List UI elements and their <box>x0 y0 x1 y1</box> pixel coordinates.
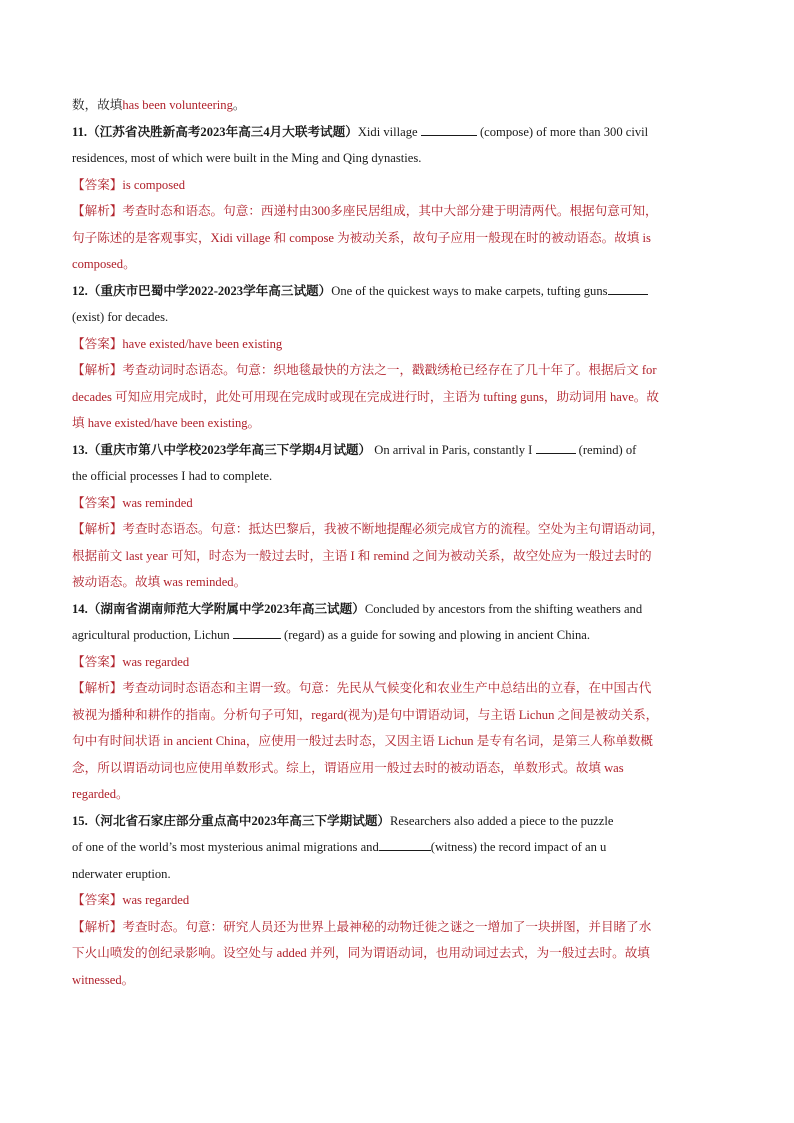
analysis-tag: 【解析】 <box>72 363 123 377</box>
question-source: （重庆市第八中学校2023学年高三下学期4月试题） <box>87 442 372 457</box>
analysis-tag: 【解析】 <box>72 204 123 218</box>
question-number: 15. <box>72 813 88 828</box>
question-11-analysis-1 <box>72 198 722 225</box>
question-13-line2: the official processes I had to complete. <box>72 469 273 483</box>
question-11-answer <box>72 172 722 199</box>
question-text: Concluded by ancestors from the shifting weathers and <box>364 601 643 616</box>
carryover-line <box>72 92 722 119</box>
analysis-text: 考查时态语态。句意：抵达巴黎后，我被不断地提醒必须完成官方的流程。空处为主句谓语动词， <box>122 522 664 536</box>
question-12-analysis-3: 填 have existed/have been existing。 <box>72 416 261 430</box>
carryover-prefix: 数，故填 <box>72 98 123 112</box>
question-12-analysis-1 <box>72 357 722 384</box>
answer-text: was regarded <box>122 893 190 907</box>
question-text: (regard) as a guide for sowing and plowing in ancient China. <box>280 628 591 642</box>
question-15-answer <box>72 887 722 914</box>
answer-text: was regarded <box>122 654 190 669</box>
question-14-analysis-5: regarded。 <box>72 787 129 801</box>
analysis-tag: 【解析】 <box>72 919 123 934</box>
question-14-analysis-1 <box>72 675 722 702</box>
question-15-analysis-1 <box>72 914 722 941</box>
question-text: of one of the world’s most mysterious animal migrations and <box>72 840 379 854</box>
answer-blank <box>536 439 576 454</box>
analysis-text: 考查时态。句意：研究人员还为世界上最神秘的动物迁徙之谜之一增加了一块拼图，并目睹了水 <box>122 919 652 934</box>
question-source: （河北省石家庄部分重点高中2023年高三下学期试题） <box>87 813 390 828</box>
carryover-answer: has been volunteering <box>122 98 233 112</box>
question-number: 14. <box>72 601 88 616</box>
question-text: On arrival in Paris, constantly I <box>371 442 536 457</box>
question-number: 13. <box>72 442 88 457</box>
question-13-answer <box>72 490 722 517</box>
question-number: 12. <box>72 283 88 298</box>
question-text: One of the quickest ways to make carpets, tufting guns <box>331 283 608 298</box>
question-15-line2 <box>72 834 722 861</box>
carryover-suffix: 。 <box>232 98 246 112</box>
question-11-line2: residences, most of which were built in the Ming and Qing dynasties. <box>72 151 422 165</box>
question-11-line1 <box>72 119 722 146</box>
question-14-analysis-2: 被视为播种和耕作的指南。分析句子可知，regard(视为)是句中谓语动词，与主语 Lichun 之间是被动关系， <box>72 707 659 722</box>
question-12-line2: (exist) for decades. <box>72 310 169 324</box>
answer-tag: 【答案】 <box>72 177 123 192</box>
question-11-analysis-3: composed。 <box>72 257 136 271</box>
answer-tag: 【答案】 <box>72 495 123 510</box>
question-13-analysis-1 <box>72 516 722 543</box>
question-14-analysis-4: 念，所以谓语动词也应使用单数形式。综上，谓语应用一般过去时的被动语态，单数形式。故填 was <box>72 760 624 775</box>
question-12-answer <box>72 331 722 358</box>
document-content <box>72 92 722 993</box>
question-text: (witness) the record impact of an u <box>430 840 607 854</box>
question-15-analysis-3: witnessed。 <box>72 972 135 987</box>
answer-text: have existed/have been existing <box>122 336 283 351</box>
answer-blank <box>421 121 477 136</box>
question-11-analysis-2: 句子陈述的是客观事实，Xidi village 和 compose 为被动关系，故句子应用一般现在时的被动语态。故填 is <box>72 230 651 245</box>
analysis-text: 考查时态和语态。句意：西递村由300多座民居组成，其中大部分建于明清两代。根据句意可知， <box>122 204 658 218</box>
answer-text: is composed <box>122 177 185 192</box>
question-12-analysis-2: decades 可知应用完成时，此处可用现在完成时或现在完成进行时，主语为 tufting guns，助动词用 have。故 <box>72 389 659 404</box>
question-15-analysis-2: 下火山喷发的创纪录影响。设空处与 added 并列，同为谓语动词，也用动词过去式，为一般过去时。故填 <box>72 946 650 960</box>
question-14-answer <box>72 649 722 676</box>
answer-tag: 【答案】 <box>72 654 123 669</box>
answer-tag: 【答案】 <box>72 336 123 351</box>
analysis-text: 考查动词时态语态和主谓一致。句意：先民从气候变化和农业生产中总结出的立春，在中国古代 <box>122 681 652 695</box>
question-number: 11. <box>72 124 88 139</box>
answer-blank <box>379 836 431 851</box>
question-15-line1 <box>72 808 722 835</box>
answer-text: was reminded <box>122 495 193 510</box>
question-13-line1 <box>72 437 722 464</box>
question-text: Xidi village <box>357 124 421 139</box>
question-text: agricultural production, Lichun <box>72 628 233 642</box>
answer-blank <box>608 280 648 295</box>
question-source: （江苏省决胜新高考2023年高三4月大联考试题） <box>87 124 358 139</box>
answer-tag: 【答案】 <box>72 893 123 907</box>
question-13-analysis-2: 根据前文 last year 可知，时态为一般过去时，主语 I 和 remind 之间为被动关系，故空处应为一般过去时的 <box>72 548 652 563</box>
question-text: Researchers also added a piece to the puzzle <box>390 813 614 828</box>
question-14-analysis-3: 句中有时间状语 in ancient China，应使用一般过去时态，又因主语 Lichun 是专有名词，是第三人称单数概 <box>72 734 654 748</box>
question-14-line2 <box>72 622 722 649</box>
analysis-tag: 【解析】 <box>72 681 123 695</box>
question-13-analysis-3: 被动语态。故填 was reminded。 <box>72 575 247 589</box>
question-12-line1 <box>72 278 722 305</box>
question-14-line1 <box>72 596 722 623</box>
question-source: （重庆市巴蜀中学2022-2023学年高三试题） <box>87 283 332 298</box>
analysis-tag: 【解析】 <box>72 522 123 536</box>
question-15-line3: nderwater eruption. <box>72 866 171 881</box>
question-text: (remind) of <box>575 442 637 457</box>
question-text: (compose) of more than 300 civil <box>476 124 649 139</box>
answer-blank <box>233 624 281 639</box>
question-source: （湖南省湖南师范大学附属中学2023年高三试题） <box>87 601 365 616</box>
analysis-text: 考查动词时态语态。句意：织地毯最快的方法之一，戳戳绣枪已经存在了几十年了。根据后文 for <box>122 363 657 377</box>
